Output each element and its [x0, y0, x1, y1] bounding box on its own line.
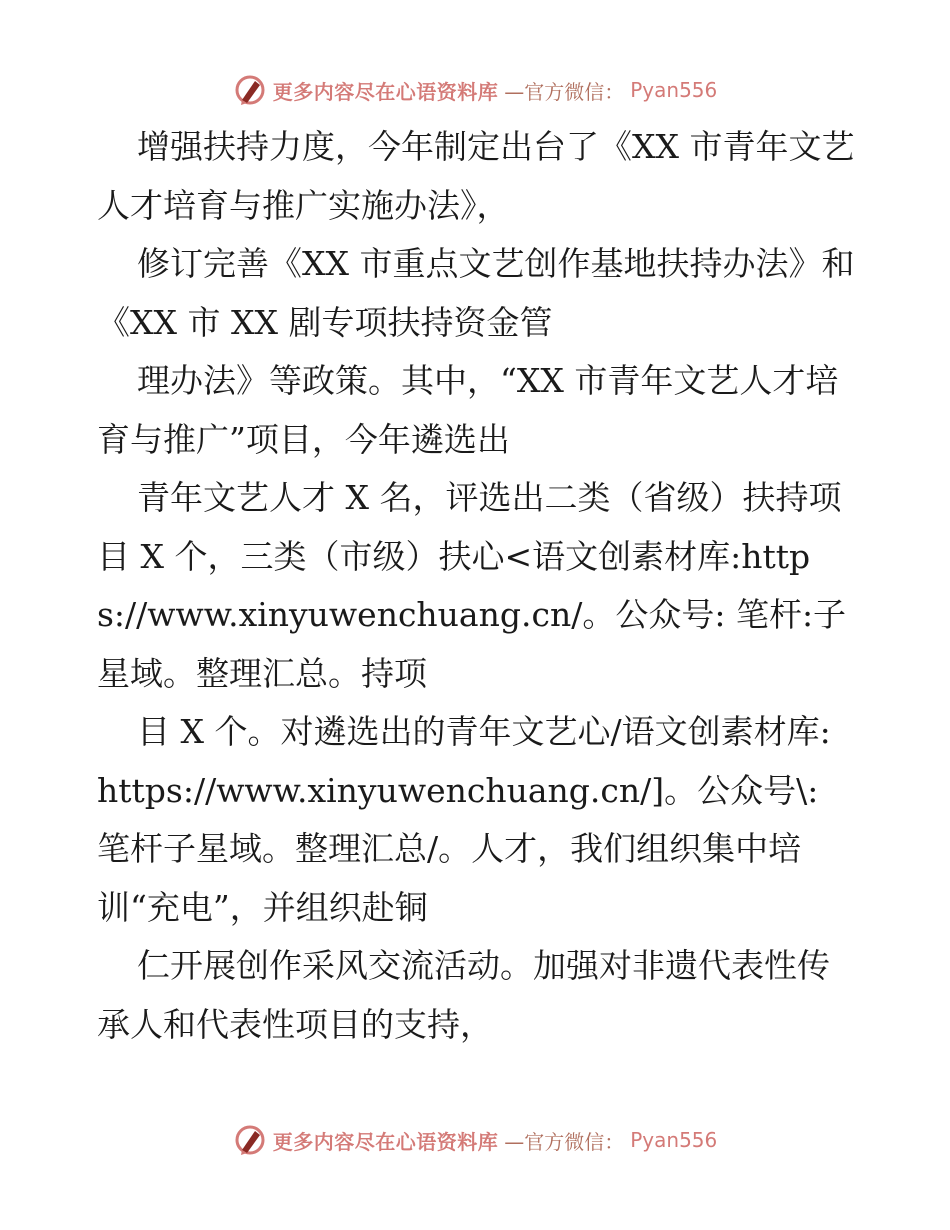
pen-logo-icon — [233, 73, 267, 107]
watermark-main-text: 更多内容尽在心语资料库 — [272, 1129, 499, 1154]
header-watermark — [0, 70, 950, 110]
paragraph-2: 修订完善《XX 市重点文艺创作基地扶持办法》和《XX 市 XX 剧专项扶持资金管 — [97, 244, 855, 342]
watermark-sub-text: —官方微信： — [504, 79, 625, 104]
paragraph-4: 青年文艺人才 X 名，评选出二类（省级）扶持项目 X 个，三类（市级）扶心<语文创素材库:https://www.xinyuwenchuang.cn/。公众号: 笔杆:子星域。整理汇总。持项 — [97, 478, 847, 693]
watermark-sub-text: —官方微信： — [504, 1129, 625, 1154]
watermark-main-text: 更多内容尽在心语资料库 — [272, 79, 499, 104]
paragraph-3: 理办法》等政策。其中，“XX 市青年文艺人才培育与推广”项目，今年遴选出 — [97, 361, 839, 459]
footer-watermark — [0, 1120, 950, 1160]
watermark-code-text: Pyan556 — [630, 1128, 718, 1152]
paragraph-1: 增强扶持力度，今年制定出台了《XX 市青年文艺人才培育与推广实施办法》， — [97, 127, 855, 225]
document-body — [0, 118, 950, 1054]
watermark-code-text: Pyan556 — [630, 78, 718, 102]
paragraph-5: 目 X 个。对遴选出的青年文艺心/语文创素材库: https://www.xinyuwenchuang.cn/]。公众号\: 笔杆子星域。整理汇总/。人才，我们组织集中培训“充电”，并组织赴铜 — [97, 712, 831, 927]
pen-logo-icon — [233, 1123, 267, 1157]
paragraph-6: 仁开展创作采风交流活动。加强对非遗代表性传承人和代表性项目的支持， — [97, 946, 830, 1044]
